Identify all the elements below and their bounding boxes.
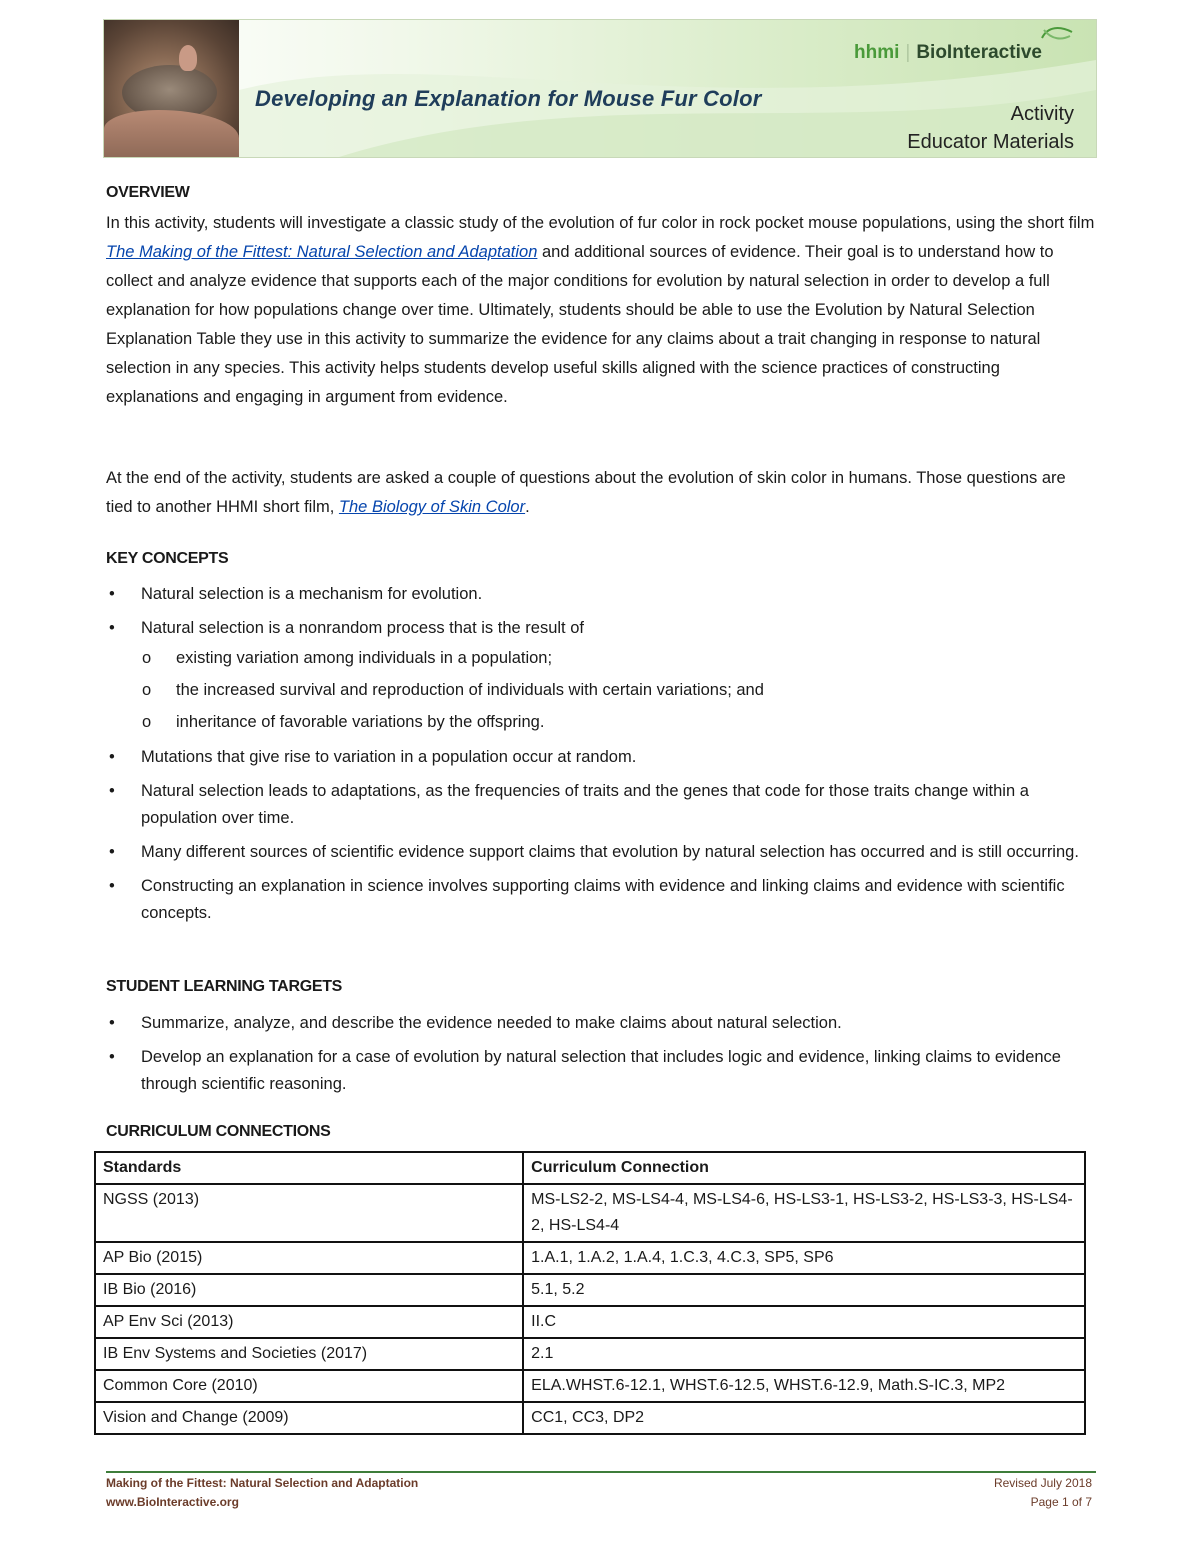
footer-page-number: Page 1 of 7 <box>1030 1495 1092 1509</box>
key-concepts-list <box>106 581 1096 927</box>
connection-cell: CC1, CC3, DP2 <box>523 1402 1085 1434</box>
footer-film-title: Making of the Fittest: Natural Selection and Adaptation <box>106 1476 419 1490</box>
overview-paragraph-1: In this activity, students will investigate a classic study of the evolution of fur color in rock pocket mouse populations, using the short film The Making of the Fittest: Natural Selection and Adaptation and additional sources of evidence. Their goal is to understand how to collect and analyze evidence that supports each of the major conditions for evolution by natural selection in order to develop a full explanation for how populations change over time. Ultimately, students should be able to use the Evolution by Natural Selection Explanation Table they use in this activity to summarize the evidence for any claims about a trait changing in response to natural selection in any species. This activity helps students develop useful skills aligned with the science practices of constructing explanations and engaging in argument from evidence. <box>106 214 1095 406</box>
list-item: • Many different sources of scientific evidence support claims that evolution by natural selection has occurred and is still occurring. <box>109 843 1079 861</box>
standard-cell: IB Bio (2016) <box>95 1274 523 1306</box>
overview-paragraph-2: At the end of the activity, students are asked a couple of questions about the evolution of skin color in humans. Those questions are tied to another HHMI short film, The Biology of Skin Color. <box>106 469 1066 516</box>
sub-list-item: o inheritance of favorable variations by the offspring. <box>142 713 545 731</box>
learning-targets-list <box>106 1010 1096 1098</box>
doc-type <box>907 100 1074 156</box>
list-item: • Natural selection leads to adaptations, as the frequencies of traits and the genes that code for those traits change within a population over time. <box>109 782 1029 827</box>
list-item: • Mutations that give rise to variation in a population occur at random. <box>109 748 637 766</box>
footer-rule <box>106 1471 1096 1473</box>
footer-right <box>994 1474 1092 1512</box>
sub-list-item: o the increased survival and reproduction of individuals with certain variations; and <box>142 681 764 699</box>
learning-targets-heading: STUDENT LEARNING TARGETS <box>106 978 343 995</box>
mouse-photo <box>104 20 239 157</box>
making-fittest-link[interactable]: The Making of the Fittest: Natural Selection and Adaptation <box>106 243 538 261</box>
table-row <box>95 1370 1085 1402</box>
table-row <box>95 1242 1085 1274</box>
connection-cell: MS-LS2-2, MS-LS4-4, MS-LS4-6, HS-LS3-1, HS-LS3-2, HS-LS3-3, HS-LS4-2, HS-LS4-4 <box>523 1184 1085 1242</box>
list-item: • Natural selection is a mechanism for evolution. <box>109 585 483 603</box>
standard-cell: Vision and Change (2009) <box>95 1402 523 1434</box>
table-row <box>95 1338 1085 1370</box>
connection-cell: II.C <box>523 1306 1085 1338</box>
connection-cell: 2.1 <box>523 1338 1085 1370</box>
table-row <box>95 1306 1085 1338</box>
skin-color-link[interactable]: The Biology of Skin Color <box>338 498 526 516</box>
curriculum-table <box>94 1151 1086 1435</box>
standard-cell: AP Env Sci (2013) <box>95 1306 523 1338</box>
table-header-row <box>95 1152 1085 1184</box>
key-concepts-heading: KEY CONCEPTS <box>106 550 229 567</box>
table-row <box>95 1274 1085 1306</box>
standard-cell: AP Bio (2015) <box>95 1242 523 1274</box>
footer-revised-date: Revised July 2018 <box>993 1476 1092 1490</box>
connection-cell: ELA.WHST.6-12.1, WHST.6-12.5, WHST.6-12.9, Math.S-IC.3, MP2 <box>523 1370 1085 1402</box>
list-item: • Summarize, analyze, and describe the evidence needed to make claims about natural selection. <box>109 1014 842 1032</box>
curriculum-heading: CURRICULUM CONNECTIONS <box>106 1123 331 1140</box>
standard-cell: IB Env Systems and Societies (2017) <box>95 1338 523 1370</box>
page-title: Developing an Explanation for Mouse Fur Color <box>255 86 762 111</box>
standard-cell: NGSS (2013) <box>95 1184 523 1242</box>
list-item: • Constructing an explanation in science involves supporting claims with evidence and linking claims and evidence with scientific concepts. <box>109 877 1065 922</box>
connection-cell: 5.1, 5.2 <box>523 1274 1085 1306</box>
column-header-standards: Standards <box>95 1152 523 1184</box>
column-header-connection: Curriculum Connection <box>523 1152 1085 1184</box>
footer-website-link[interactable]: www.BioInteractive.org <box>106 1495 239 1509</box>
sub-list-item: o existing variation among individuals in a population; <box>142 649 553 667</box>
materials-label: Educator Materials <box>907 131 1074 153</box>
dna-leaf-icon <box>1040 24 1074 44</box>
hhmi-biointeractive-logo: hhmi | BioInteractive <box>854 42 1042 63</box>
overview-heading: OVERVIEW <box>106 184 190 201</box>
sub-list <box>141 642 1096 738</box>
table-row <box>95 1184 1085 1242</box>
table-row <box>95 1402 1085 1434</box>
connection-cell: 1.A.1, 1.A.2, 1.A.4, 1.C.3, 4.C.3, SP5, SP6 <box>523 1242 1085 1274</box>
list-item: • Develop an explanation for a case of evolution by natural selection that includes logic and evidence, linking claims to evidence through scientific reasoning. <box>109 1048 1061 1093</box>
activity-label: Activity <box>1010 103 1074 125</box>
footer-left <box>106 1474 418 1512</box>
standard-cell: Common Core (2010) <box>95 1370 523 1402</box>
list-item: • Natural selection is a nonrandom process that is the result of o existing variation among individuals in a population; o the increased survival and reproduction of individuals with certain variations; and o inheritance of favorable variations by the offspring. <box>106 615 1096 738</box>
